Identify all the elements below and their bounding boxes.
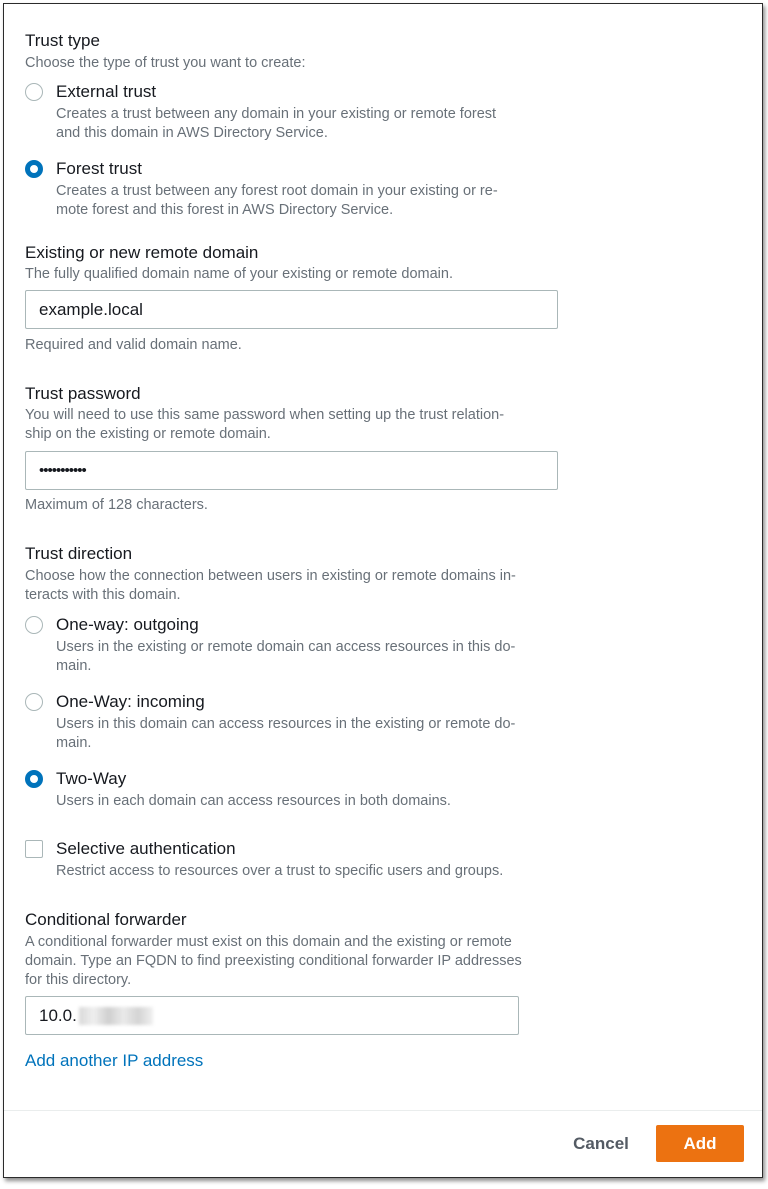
external-trust-description-line1: Creates a trust between any domain in your existing or remote forest <box>56 106 497 122</box>
trust-password-value: ••••••••••• <box>39 462 86 479</box>
two-way-description: Users in each domain can access resources in both domains. <box>56 793 451 809</box>
redacted-ip-blur <box>79 1007 153 1025</box>
radio-two-way[interactable] <box>25 770 43 788</box>
external-trust-label[interactable]: External trust <box>56 82 157 101</box>
radio-external-trust[interactable] <box>25 83 43 101</box>
forest-trust-description-line2: mote forest and this forest in AWS Directory Service. <box>56 202 394 218</box>
selective-authentication-description: Restrict access to resources over a trust to specific users and groups. <box>56 863 504 879</box>
selective-authentication-checkbox[interactable] <box>25 840 43 858</box>
conditional-forwarder-description-line1: A conditional forwarder must exist on this domain and the existing or remote <box>25 934 512 950</box>
trust-password-description-line2: ship on the existing or remote domain. <box>25 426 271 442</box>
trust-direction-label: Trust direction <box>25 544 133 563</box>
footer-divider <box>4 1110 762 1111</box>
one-way-incoming-description-line1: Users in this domain can access resources in the existing or remote do- <box>56 716 516 732</box>
two-way-label[interactable]: Two-Way <box>56 769 127 788</box>
forest-trust-label[interactable]: Forest trust <box>56 159 142 178</box>
conditional-forwarder-description-line3: for this directory. <box>25 972 132 988</box>
conditional-forwarder-label: Conditional forwarder <box>25 910 187 929</box>
radio-one-way-incoming[interactable] <box>25 693 43 711</box>
radio-forest-trust[interactable] <box>25 160 43 178</box>
cancel-button[interactable]: Cancel <box>573 1134 629 1153</box>
trust-password-description-line1: You will need to use this same password when setting up the trust relation- <box>25 407 505 423</box>
remote-domain-label: Existing or new remote domain <box>25 243 259 262</box>
remote-domain-description: The fully qualified domain name of your existing or remote domain. <box>25 266 453 282</box>
trust-direction-description-line2: teracts with this domain. <box>25 587 181 603</box>
trust-type-label: Trust type <box>25 31 100 50</box>
remote-domain-value: example.local <box>39 299 143 319</box>
remote-domain-hint: Required and valid domain name. <box>25 337 242 353</box>
add-another-ip-link[interactable]: Add another IP address <box>25 1051 204 1070</box>
trust-password-input[interactable] <box>25 451 558 490</box>
one-way-outgoing-label[interactable]: One-way: outgoing <box>56 615 199 634</box>
add-button[interactable]: Add <box>656 1125 744 1162</box>
one-way-incoming-label[interactable]: One-Way: incoming <box>56 692 205 711</box>
conditional-forwarder-ip-value: 10.0. <box>39 1005 77 1025</box>
trust-password-hint: Maximum of 128 characters. <box>25 497 208 513</box>
conditional-forwarder-description-line2: domain. Type an FQDN to find preexisting conditional forwarder IP addresses <box>25 953 522 969</box>
trust-direction-description-line1: Choose how the connection between users in existing or remote domains in- <box>25 568 516 584</box>
trust-password-label: Trust password <box>25 384 141 403</box>
selective-authentication-label[interactable]: Selective authentication <box>56 839 236 858</box>
one-way-incoming-description-line2: main. <box>56 735 92 751</box>
radio-one-way-outgoing[interactable] <box>25 616 43 634</box>
remote-domain-input[interactable] <box>25 290 558 329</box>
one-way-outgoing-description-line2: main. <box>56 658 92 674</box>
conditional-forwarder-ip-input[interactable] <box>25 996 519 1035</box>
trust-type-description: Choose the type of trust you want to create: <box>25 55 306 71</box>
one-way-outgoing-description-line1: Users in the existing or remote domain can access resources in this do- <box>56 639 516 655</box>
forest-trust-description-line1: Creates a trust between any forest root domain in your existing or re- <box>56 183 498 199</box>
external-trust-description-line2: and this domain in AWS Directory Service. <box>56 125 328 141</box>
